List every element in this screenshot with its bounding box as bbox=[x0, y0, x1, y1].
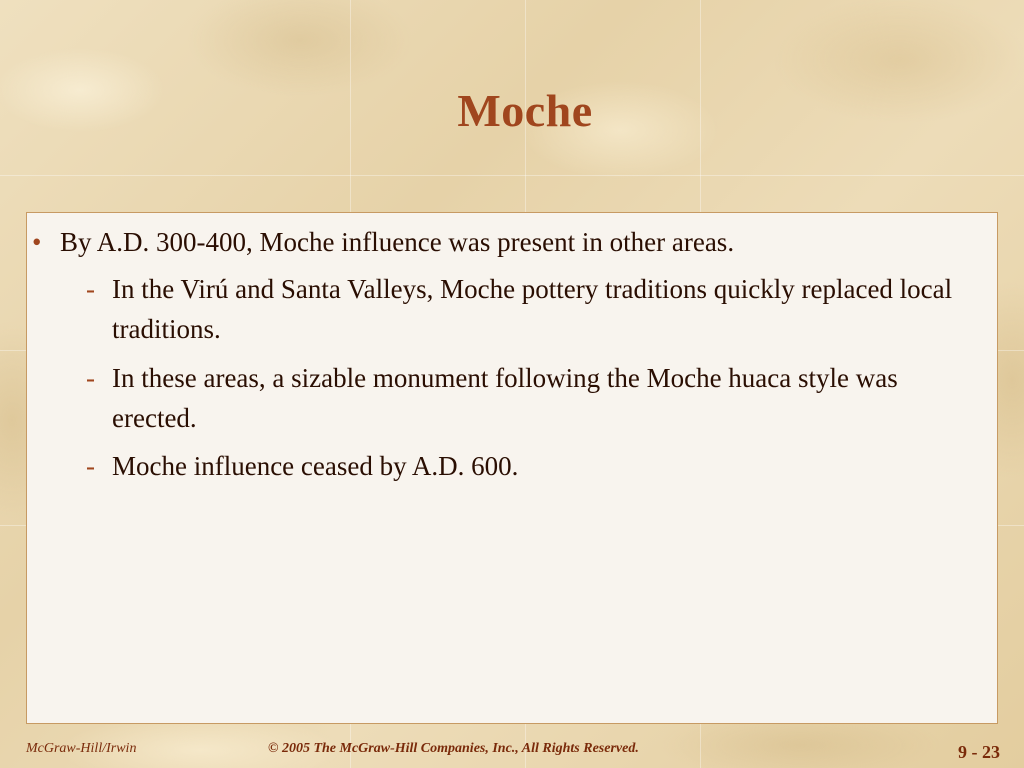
sub-bullet-dash: - bbox=[86, 451, 95, 481]
sub-bullet-dash: - bbox=[86, 363, 95, 393]
footer-publisher: McGraw-Hill/Irwin bbox=[26, 741, 137, 756]
texture-seam bbox=[0, 175, 1024, 176]
sub-bullet bbox=[86, 446, 986, 486]
sub-bullet bbox=[86, 358, 986, 438]
sub-bullet-text: Moche influence ceased by A.D. 600. bbox=[112, 451, 519, 481]
page-number: 9 - 23 bbox=[958, 742, 1000, 762]
sub-bullet bbox=[86, 269, 986, 349]
sub-bullet-dash: - bbox=[86, 274, 95, 304]
main-bullet bbox=[32, 226, 734, 258]
sub-bullet-text: In these areas, a sizable monument following the Moche huaca style was erected. bbox=[112, 363, 898, 433]
main-bullet-text: By A.D. 300-400, Moche influence was present in other areas. bbox=[60, 227, 735, 257]
footer-copyright: © 2005 The McGraw-Hill Companies, Inc., All Rights Reserved. bbox=[268, 741, 639, 756]
bullet-marker: • bbox=[32, 227, 42, 257]
sub-bullet-text: In the Virú and Santa Valleys, Moche pottery traditions quickly replaced local traditions. bbox=[112, 274, 953, 344]
slide-title: Moche bbox=[457, 85, 593, 136]
